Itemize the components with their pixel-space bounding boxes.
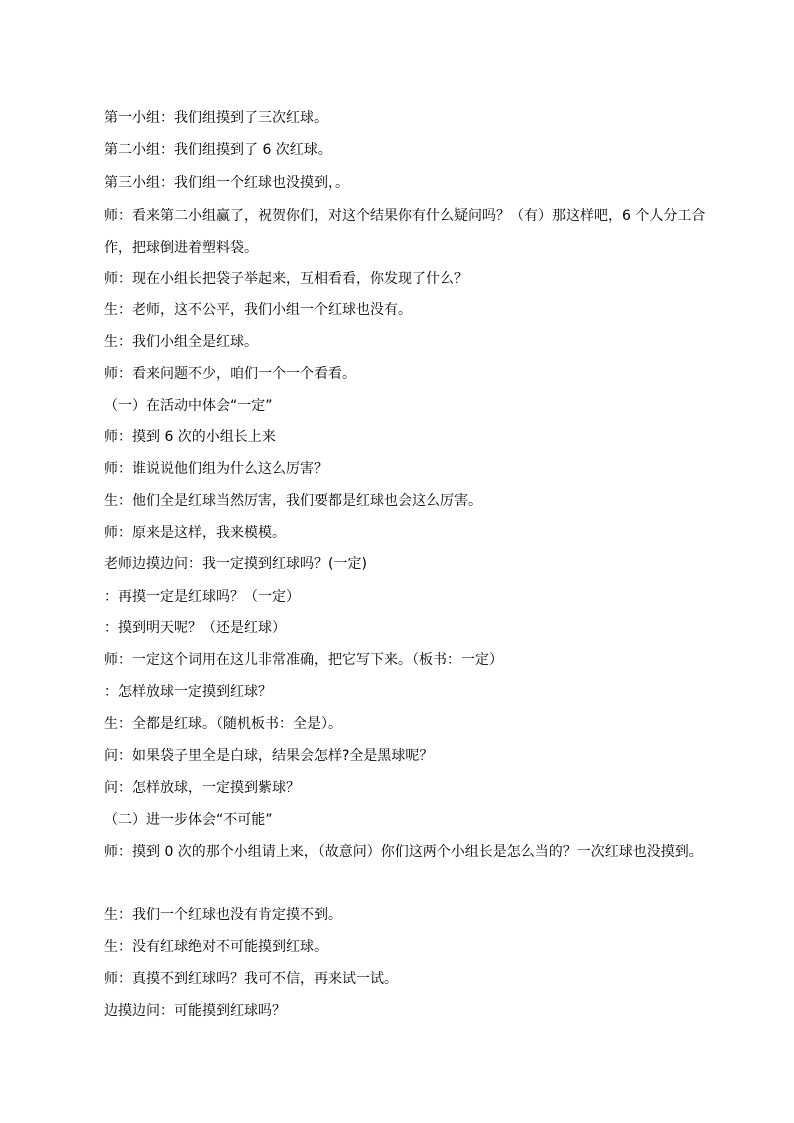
paragraph-18: 生：全都是红球。（随机板书：全是）。 xyxy=(104,716,342,732)
paragraph-8: 师：看来问题不少，咱们一个一个看看。 xyxy=(104,366,356,382)
paragraph-2: 第二小组：我们组摸到了 6 次红球。 xyxy=(104,142,332,158)
section-heading-1: （一）在活动中体会“一定” xyxy=(104,398,273,414)
paragraph-3: 第三小组：我们组一个红球也没摸到，。 xyxy=(104,175,349,191)
paragraph-19: 问：如果袋子里全是白球，结果会怎样?全是黑球呢？ xyxy=(104,748,434,764)
paragraph-25: 边摸边问：可能摸到红球吗？ xyxy=(104,1003,286,1019)
paragraph-15: ：摸到明天呢？（还是红球） xyxy=(104,620,286,636)
paragraph-22: 生：我们一个红球也没有肯定摸不到。 xyxy=(104,907,342,923)
paragraph-4-text: 师：看来第二小组赢了，祝贺你们，对这个结果你有什么疑问吗？（有）那这样吧，6 个人分工合作，把球倒进着塑料袋。 xyxy=(104,208,706,256)
paragraph-1: 第一小组：我们组摸到了三次红球。 xyxy=(104,110,328,126)
paragraph-4 xyxy=(104,200,724,264)
paragraph-16: 师：一定这个词用在这儿非常准确，把它写下来。（板书：一定） xyxy=(104,652,503,668)
paragraph-13: 老师边摸边问：我一定摸到红球吗？(一定) xyxy=(104,556,367,572)
paragraph-17: ：怎样放球一定摸到红球？ xyxy=(104,684,272,700)
paragraph-10: 师：谁说说他们组为什么这么厉害？ xyxy=(104,461,328,477)
paragraph-7: 生：我们小组全是红球。 xyxy=(104,334,258,350)
paragraph-20: 问：怎样放球，一定摸到紫球？ xyxy=(104,780,300,796)
section-heading-2: （二）进一步体会“不可能” xyxy=(104,812,273,828)
paragraph-23: 生：没有红球绝对不可能摸到红球。 xyxy=(104,939,328,955)
paragraph-9: 师：摸到 6 次的小组长上来 xyxy=(104,429,276,445)
paragraph-21-text: 师：摸到 0 次的那个小组请上来，（故意问）你们这两个小组长是怎么当的？一次红球也没摸到。 xyxy=(104,844,703,860)
paragraph-12: 师：原来是这样，我来模模。 xyxy=(104,525,286,541)
paragraph-11: 生：他们全是红球当然厉害，我们要都是红球也会这么厉害。 xyxy=(104,493,482,509)
paragraph-6: 生：老师，这不公平，我们小组一个红球也没有。 xyxy=(104,302,412,318)
paragraph-24: 师：真摸不到红球吗？我可不信，再来试一试。 xyxy=(104,971,398,987)
paragraph-21 xyxy=(104,836,724,868)
paragraph-5: 师：现在小组长把袋子举起来，互相看看，你发现了什么？ xyxy=(104,271,468,287)
paragraph-14: ：再摸一定是红球吗？（一定） xyxy=(104,589,300,605)
